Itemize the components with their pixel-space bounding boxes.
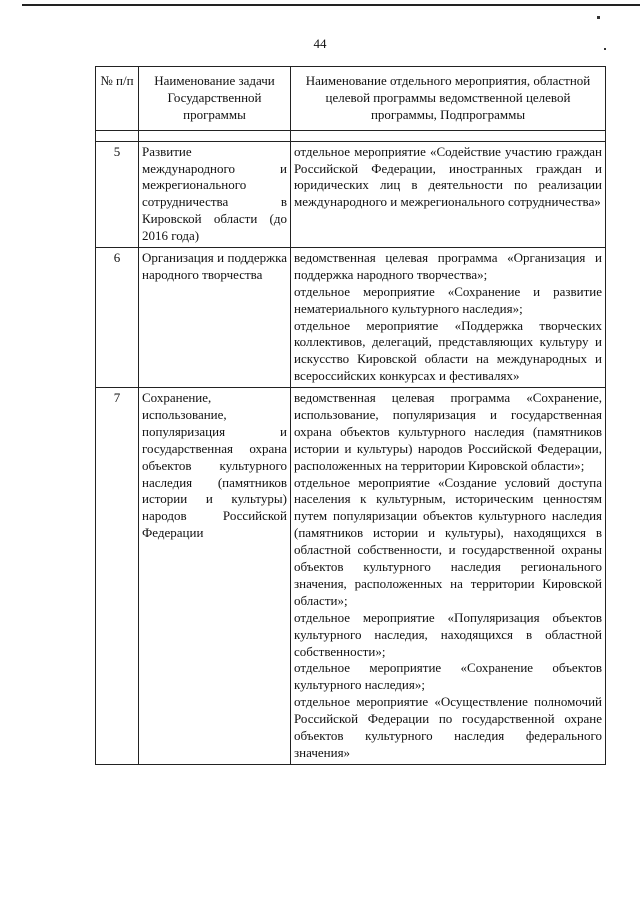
- event-item: отдельное мероприятие «Популяризация объектов культурного наследия, находящихся в областной собственности»;: [294, 609, 602, 659]
- event-list: [291, 141, 606, 247]
- event-item: отдельное мероприятие «Сохранение и развитие нематериального культурного наследия»;: [294, 283, 602, 316]
- header-num: № п/п: [96, 67, 139, 131]
- table-header-row: [96, 67, 606, 131]
- task-name: Организация и поддержка народного творчества: [139, 248, 291, 388]
- task-name: Сохранение, использование, популяризация и государственная охрана объектов культурного наследия (памятников истории и культуры) народов Российской Федерации: [139, 388, 291, 765]
- top-border-line: [22, 4, 640, 6]
- row-number: 6: [96, 248, 139, 388]
- header-task: Наименование задачи Государственной программы: [139, 67, 291, 131]
- event-item: отдельное мероприятие «Создание условий доступа населения к культурным, историческим ценностям путем популяризации объектов культурного наследия (памятников истории и культуры), находящихся в областной собственности, и государственной охраны объектов культурного наследия регионального значения, расположенных на территории Кировской области»;: [294, 474, 602, 608]
- scan-speck: [597, 16, 600, 19]
- task-name: Развитие международного и межрегионального сотрудничества в Кировской области (до 2016 года): [139, 141, 291, 247]
- event-item: отдельное мероприятие «Осуществление полномочий Российской Федерации по государственной охране объектов культурного наследия федерального значения»: [294, 694, 602, 760]
- event-item: отдельное мероприятие «Сохранение объектов культурного наследия»;: [294, 660, 602, 693]
- table-row: [96, 248, 606, 388]
- program-table: [95, 66, 606, 765]
- table-row: [96, 388, 606, 765]
- page-number: 44: [313, 36, 327, 51]
- event-item: отдельное мероприятие «Поддержка творческих коллективов, делегаций, представляющих культуру и искусство Кировской области на международных и всероссийских конкурсах и фестивалях»: [294, 317, 602, 384]
- event-list: [291, 388, 606, 765]
- row-number: 7: [96, 388, 139, 765]
- event-item: ведомственная целевая программа «Сохранение, использование, популяризация и государственная охрана объектов культурного наследия (памятников истории и культуры) народов Российской Федерации, расположенных на территории Кировской области»;: [294, 390, 602, 473]
- event-item: ведомственная целевая программа «Организация и поддержка народного творчества»;: [294, 250, 602, 282]
- row-spacer: [96, 130, 606, 141]
- row-number: 5: [96, 141, 139, 247]
- event-list: [291, 248, 606, 388]
- header-event: Наименование отдельного мероприятия, областной целевой программы ведомственной целевой программы, Подпрограммы: [291, 67, 606, 131]
- table-row: [96, 141, 606, 247]
- event-item: отдельное мероприятие «Содействие участию граждан Российской Федерации, иностранных граждан и юридических лиц в деятельности по реализации международного и межрегионального сотрудничества»: [294, 143, 602, 210]
